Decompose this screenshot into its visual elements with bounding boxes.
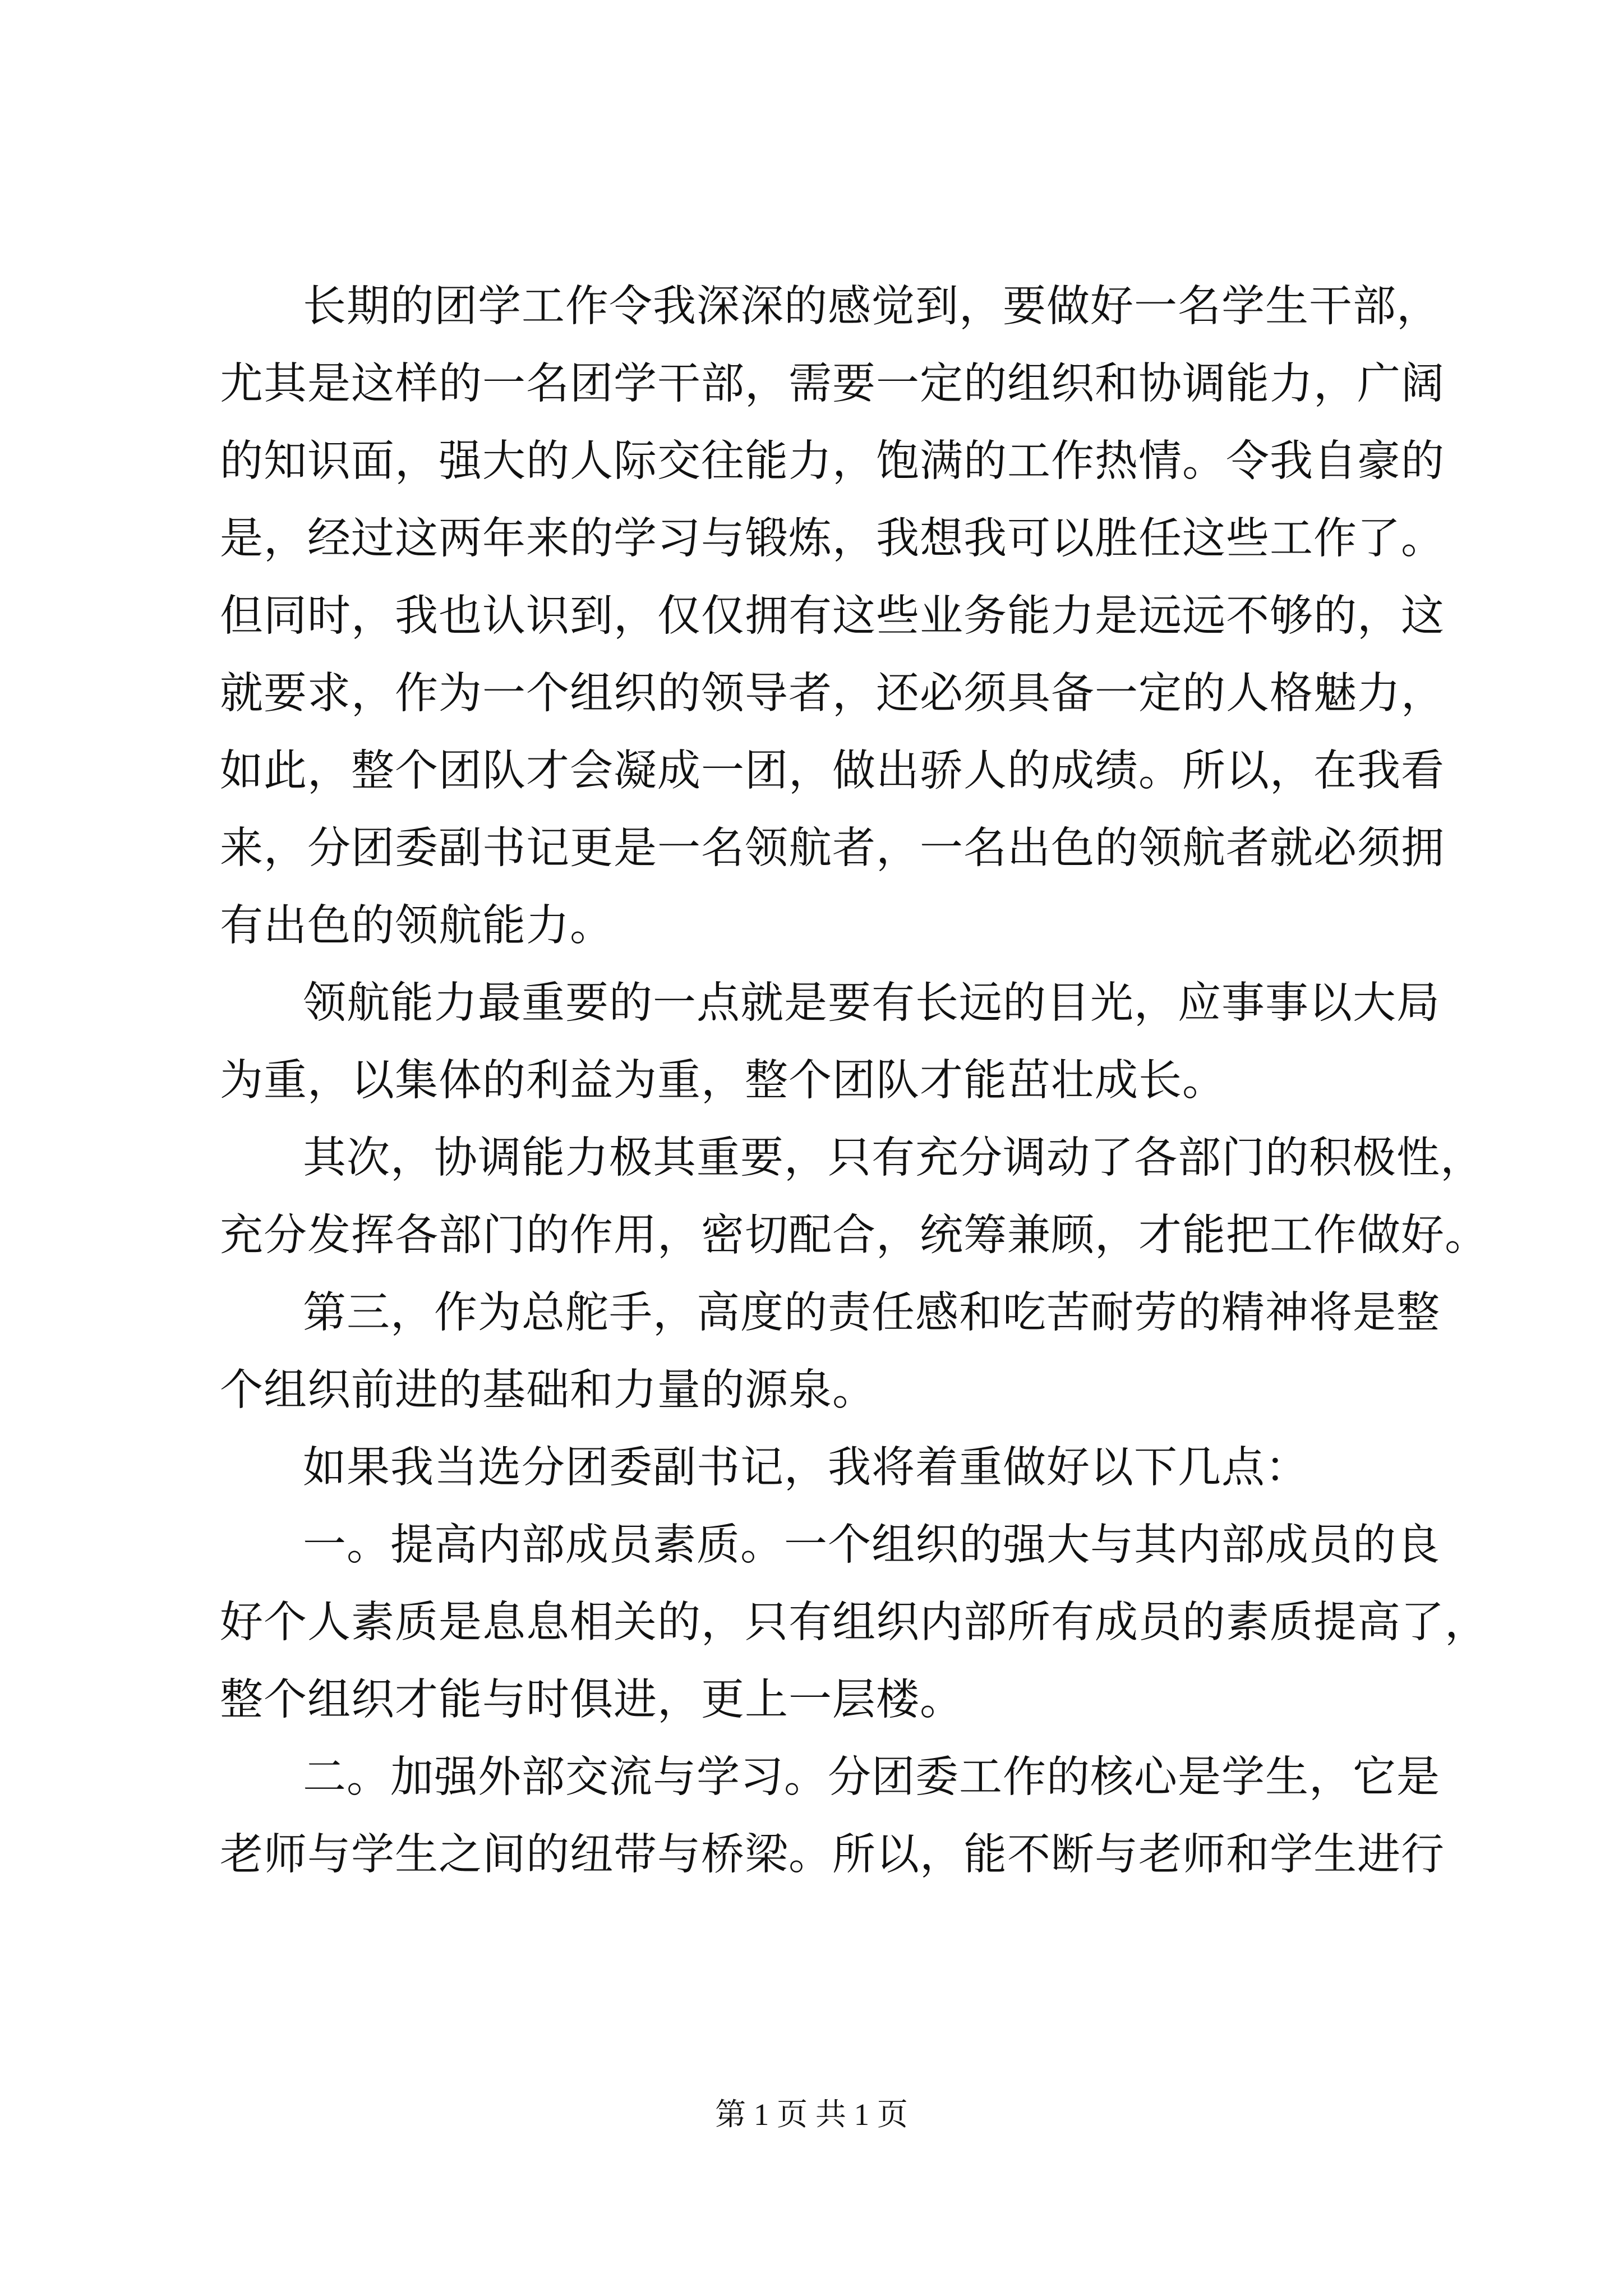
text-line: 来，分团委副书记更是一名领航者，一名出色的领航者就必须拥 — [220, 823, 1445, 873]
text-line: 长期的团学工作令我深深的感觉到，要做好一名学生干部， — [303, 282, 1440, 332]
text-line: 的知识面，强大的人际交往能力，饱满的工作热情。令我自豪的 — [220, 436, 1445, 486]
text-line: 充分发挥各部门的作用，密切配合，统筹兼顾，才能把工作做好。 — [220, 1211, 1488, 1260]
text-line: 二。加强外部交流与学习。分团委工作的核心是学生，它是 — [303, 1752, 1440, 1802]
text-line: 个组织前进的基础和力量的源泉。 — [220, 1365, 876, 1415]
text-line: 好个人素质是息息相关的，只有组织内部所有成员的素质提高了， — [220, 1598, 1488, 1648]
text-line: 就要求，作为一个组织的领导者，还必须具备一定的人格魅力， — [220, 669, 1445, 719]
text-line: 为重，以集体的利益为重，整个团队才能茁壮成长。 — [220, 1056, 1226, 1106]
page-number-footer: 第 1 页 共 1 页 — [715, 2097, 908, 2132]
text-line: 但同时，我也认识到，仅仅拥有这些业务能力是远远不够的，这 — [220, 591, 1445, 641]
text-line: 第三，作为总舵手，高度的责任感和吃苦耐劳的精神将是整 — [303, 1288, 1440, 1338]
text-line: 如此，整个团队才会凝成一团，做出骄人的成绩。所以，在我看 — [220, 746, 1445, 796]
text-line: 整个组织才能与时俱进，更上一层楼。 — [220, 1675, 963, 1725]
text-line: 老师与学生之间的纽带与桥梁。所以，能不断与老师和学生进行 — [220, 1830, 1445, 1880]
text-line: 如果我当选分团委副书记，我将着重做好以下几点： — [303, 1443, 1309, 1493]
text-line: 有出色的领航能力。 — [220, 901, 614, 951]
text-line: 其次，协调能力极其重要，只有充分调动了各部门的积极性， — [303, 1133, 1484, 1183]
text-line: 一。提高内部成员素质。一个组织的强大与其内部成员的良 — [303, 1520, 1440, 1570]
text-line: 是，经过这两年来的学习与锻炼，我想我可以胜任这些工作了。 — [220, 514, 1445, 564]
text-line: 尤其是这样的一名团学干部，需要一定的组织和协调能力，广阔 — [220, 359, 1445, 409]
text-line: 领航能力最重要的一点就是要有长远的目光，应事事以大局 — [303, 978, 1440, 1028]
document-body — [220, 268, 1488, 1894]
